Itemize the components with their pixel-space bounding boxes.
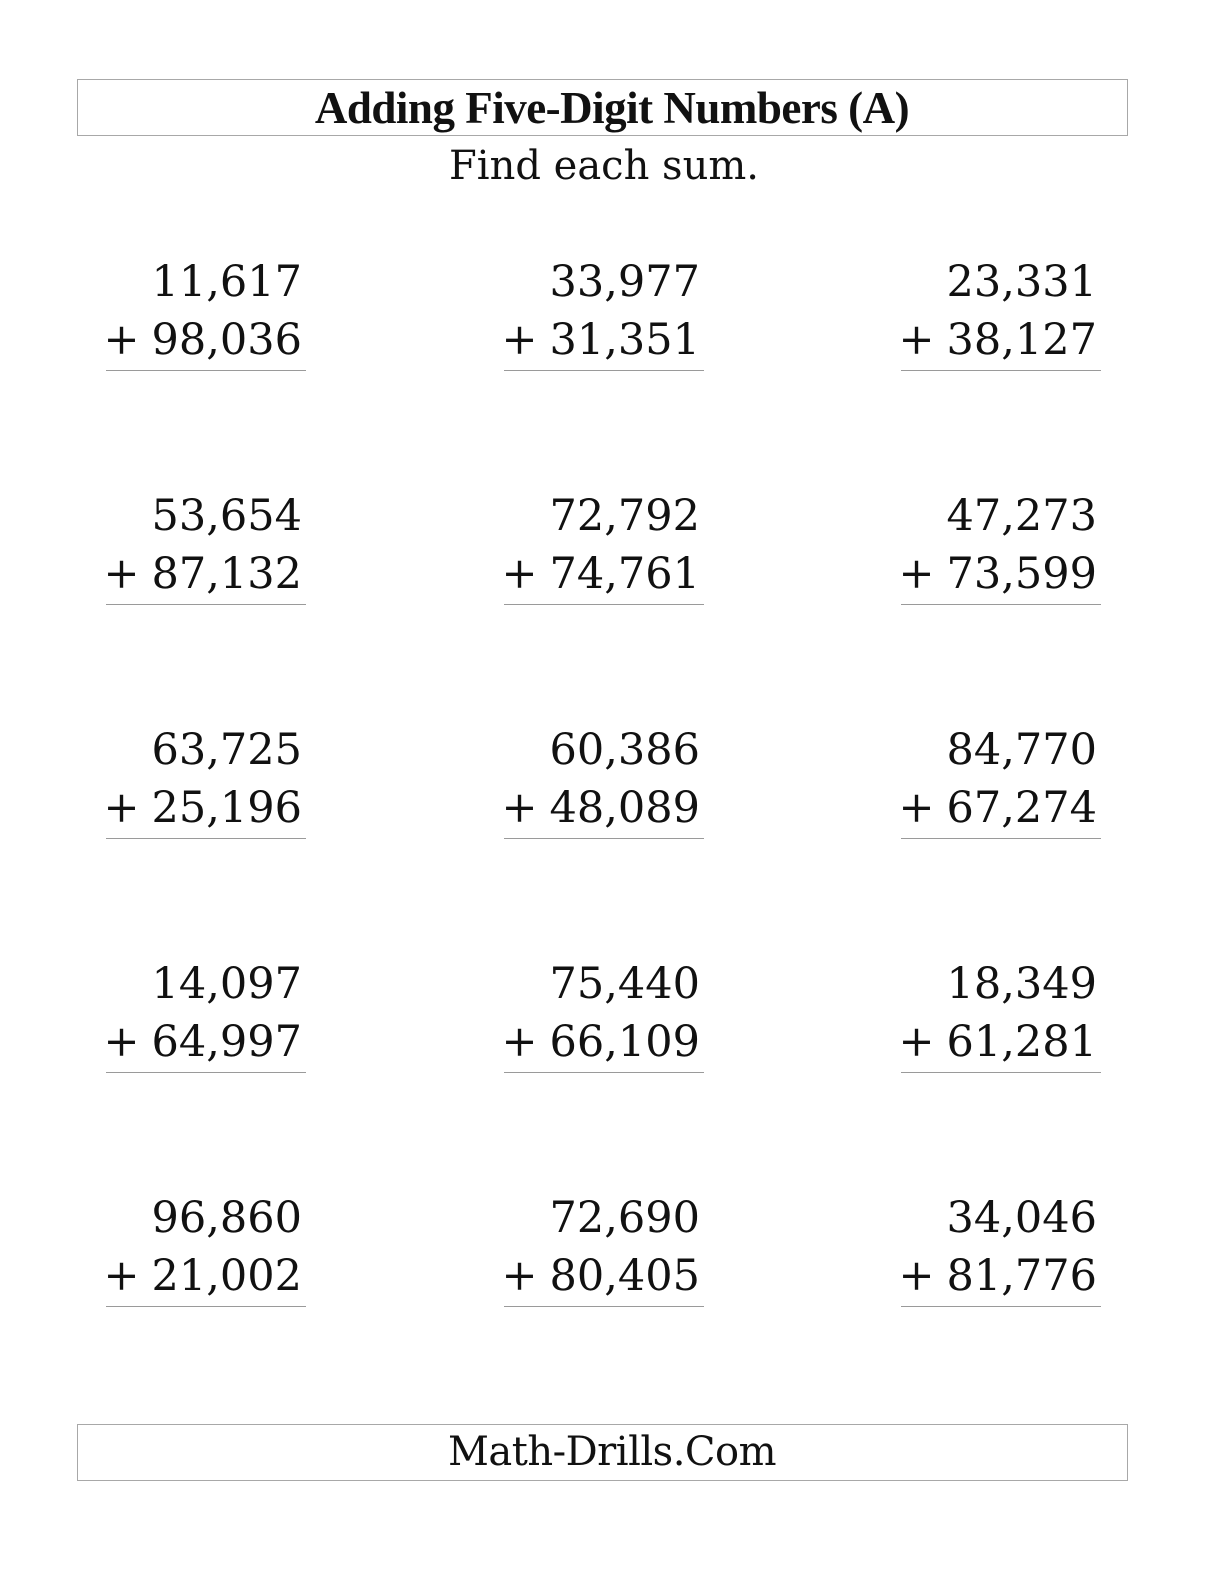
addend-top: 14,097	[151, 959, 302, 1009]
addend-bottom	[104, 547, 303, 601]
problem	[898, 957, 1101, 1077]
addend-bottom-value: 66,109	[549, 1017, 700, 1067]
addend-bottom-value: 81,776	[946, 1251, 1097, 1301]
addend-bottom-value: 21,002	[151, 1251, 302, 1301]
addend-bottom	[104, 1249, 303, 1303]
addend-top: 72,690	[549, 1193, 700, 1243]
problem	[501, 957, 704, 1077]
addend-bottom-value: 73,599	[946, 549, 1097, 599]
addend-top: 63,725	[151, 725, 302, 775]
addend-top: 96,860	[151, 1193, 302, 1243]
addend-bottom-value: 48,089	[549, 783, 700, 833]
answer-line	[504, 604, 704, 605]
answer-line	[901, 1072, 1101, 1073]
plus-sign: +	[103, 549, 140, 599]
answer-line	[106, 370, 306, 371]
addend-top: 75,440	[549, 959, 700, 1009]
plus-sign: +	[501, 783, 538, 833]
addend-top: 23,331	[946, 257, 1097, 307]
problem	[103, 489, 306, 609]
addend-bottom-value: 31,351	[549, 315, 700, 365]
answer-line	[106, 1306, 306, 1307]
problem	[898, 489, 1101, 609]
plus-sign: +	[501, 1251, 538, 1301]
addend-top: 60,386	[549, 725, 700, 775]
plus-sign: +	[103, 315, 140, 365]
plus-sign: +	[501, 315, 538, 365]
plus-sign: +	[898, 315, 935, 365]
addend-top: 11,617	[151, 257, 302, 307]
plus-sign: +	[898, 783, 935, 833]
addend-bottom	[104, 1015, 303, 1069]
plus-sign: +	[103, 1251, 140, 1301]
addend-bottom	[502, 547, 701, 601]
addend-bottom	[104, 781, 303, 835]
problem	[501, 489, 704, 609]
addend-top: 53,654	[151, 491, 302, 541]
answer-line	[901, 838, 1101, 839]
addend-bottom-value: 25,196	[151, 783, 302, 833]
addend-bottom-value: 74,761	[549, 549, 700, 599]
answer-line	[504, 370, 704, 371]
addend-top: 18,349	[946, 959, 1097, 1009]
addend-top: 33,977	[549, 257, 700, 307]
addend-top: 84,770	[946, 725, 1097, 775]
addend-top: 34,046	[946, 1193, 1097, 1243]
problem	[103, 1191, 306, 1311]
plus-sign: +	[898, 1251, 935, 1301]
problem	[898, 1191, 1101, 1311]
addend-bottom-value: 80,405	[549, 1251, 700, 1301]
addend-bottom	[502, 1015, 701, 1069]
answer-line	[504, 1072, 704, 1073]
problem	[898, 723, 1101, 843]
plus-sign: +	[501, 1017, 538, 1067]
addend-bottom	[502, 781, 701, 835]
problem	[501, 1191, 704, 1311]
footer-site-name: Math-Drills.Com	[447, 1429, 777, 1475]
answer-line	[106, 1072, 306, 1073]
plus-sign: +	[103, 783, 140, 833]
answer-line	[106, 604, 306, 605]
addend-bottom-value: 38,127	[946, 315, 1097, 365]
answer-line	[106, 838, 306, 839]
answer-line	[504, 838, 704, 839]
addend-bottom	[502, 1249, 701, 1303]
addend-bottom	[104, 313, 303, 367]
addend-bottom-value: 61,281	[946, 1017, 1097, 1067]
answer-line	[901, 370, 1101, 371]
problem	[103, 723, 306, 843]
addend-bottom-value: 67,274	[946, 783, 1097, 833]
addend-bottom	[899, 1249, 1098, 1303]
addend-top: 47,273	[946, 491, 1097, 541]
addend-bottom-value: 87,132	[151, 549, 302, 599]
answer-line	[504, 1306, 704, 1307]
addend-bottom	[899, 1015, 1098, 1069]
addend-top: 72,792	[549, 491, 700, 541]
worksheet-title: Adding Five-Digit Numbers (A)	[314, 83, 910, 133]
problem	[103, 255, 306, 375]
problem	[103, 957, 306, 1077]
answer-line	[901, 604, 1101, 605]
addend-bottom-value: 98,036	[151, 315, 302, 365]
addend-bottom	[899, 781, 1098, 835]
plus-sign: +	[501, 549, 538, 599]
plus-sign: +	[898, 1017, 935, 1067]
addend-bottom	[899, 547, 1098, 601]
problem	[501, 255, 704, 375]
plus-sign: +	[898, 549, 935, 599]
plus-sign: +	[103, 1017, 140, 1067]
answer-line	[901, 1306, 1101, 1307]
addend-bottom-value: 64,997	[151, 1017, 302, 1067]
addend-bottom	[899, 313, 1098, 367]
worksheet-instruction: Find each sum.	[449, 143, 759, 189]
problem	[501, 723, 704, 843]
addend-bottom	[502, 313, 701, 367]
problem	[898, 255, 1101, 375]
